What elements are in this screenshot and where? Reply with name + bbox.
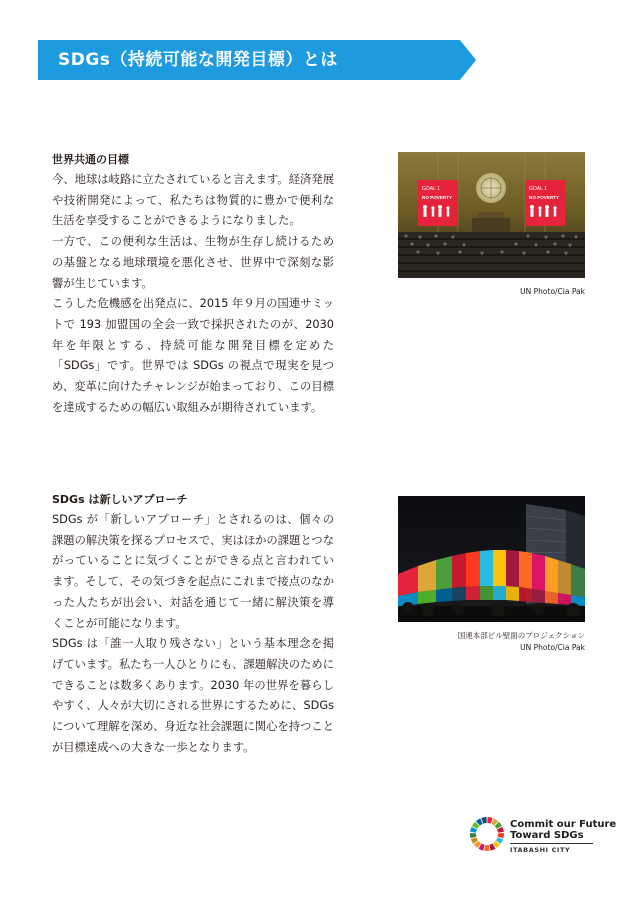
logo-city-name: ITABASHI CITY [510,846,571,854]
logo-tagline-line2: Toward SDGs [510,830,584,841]
paragraph: 今、地球は岐路に立たされていると言えます。経済発展や技術開発によって、私たちは物質的に豊かで便利な生活を享受することができるようになりました。 [52,173,334,228]
sdgs-wheel-segment [484,845,489,851]
screen-label: NO POVERTY [422,195,453,200]
sdgs-wheel-segment [498,833,504,838]
section-body [52,510,334,758]
photo-credit: UN Photo/Cia Pak [520,287,585,296]
section-body [52,170,334,418]
itabashi-sdgs-logo [469,814,617,858]
un-headquarters-projection-photo [398,496,585,622]
page-title-banner [38,40,476,80]
section-global-goals [52,152,334,418]
section-new-approach [52,492,334,758]
section-heading: 世界共通の目標 [52,153,129,166]
section-heading: SDGs は新しいアプローチ [52,493,188,506]
page-title: SDGs（持続可能な開発目標）とは [58,50,338,70]
sdgs-wheel-segment [470,833,476,838]
photo-credit: UN Photo/Cia Pak [520,643,585,652]
screen-label: GOAL 1 [529,186,547,192]
paragraph: SDGs が「新しいアプローチ」とされるのは、個々の課題の解決策を探るプロセスで、実はほかの課題とつながっていることに気づくことができる点と言われています。そして、その気づきを起点にこれまで接点のなかった人たちが出会い、対話を通じて一緒に解決策を導くことが可能になります。 [52,513,334,630]
paragraph: SDGs は「誰一人取り残さない」という基本理念を掲げています。私たち一人ひとりにも、課題解決のためにできることは数多くあります。2030 年の世界を暮らしやすく、人々が大切にされる世界にするために、SDGs について理解を深め、身近な社会課題に関心を持つことが目標達成への大きな一歩となります。 [52,637,334,754]
sdgs-wheel-icon [469,816,505,852]
screen-label: NO POVERTY [529,195,560,200]
logo-divider [510,843,593,844]
logo-tagline-line1: Commit our Future [510,819,617,830]
un-general-assembly-photo [398,152,585,278]
screen-label: GOAL 1 [422,186,440,192]
paragraph: こうした危機感を出発点に、2015 年９月の国連サミットで 193 加盟国の全会一致で採択されたのが、2030 年を年限とする、持続可能な開発目標を定めた「SDGs」です。世界では SDGs の視点で現実を見つめ、変革に向けたチャレンジが始まっており、この目標を達成するための幅広い取組みが期待されています。 [52,297,334,414]
paragraph: 一方で、この便利な生活は、生物が生存し続けるための基盤となる地球環境を悪化させ、世界中で深刻な影響が生じています。 [52,235,334,290]
photo-caption: 国連本部ビル壁面のプロジェクション [457,631,585,640]
